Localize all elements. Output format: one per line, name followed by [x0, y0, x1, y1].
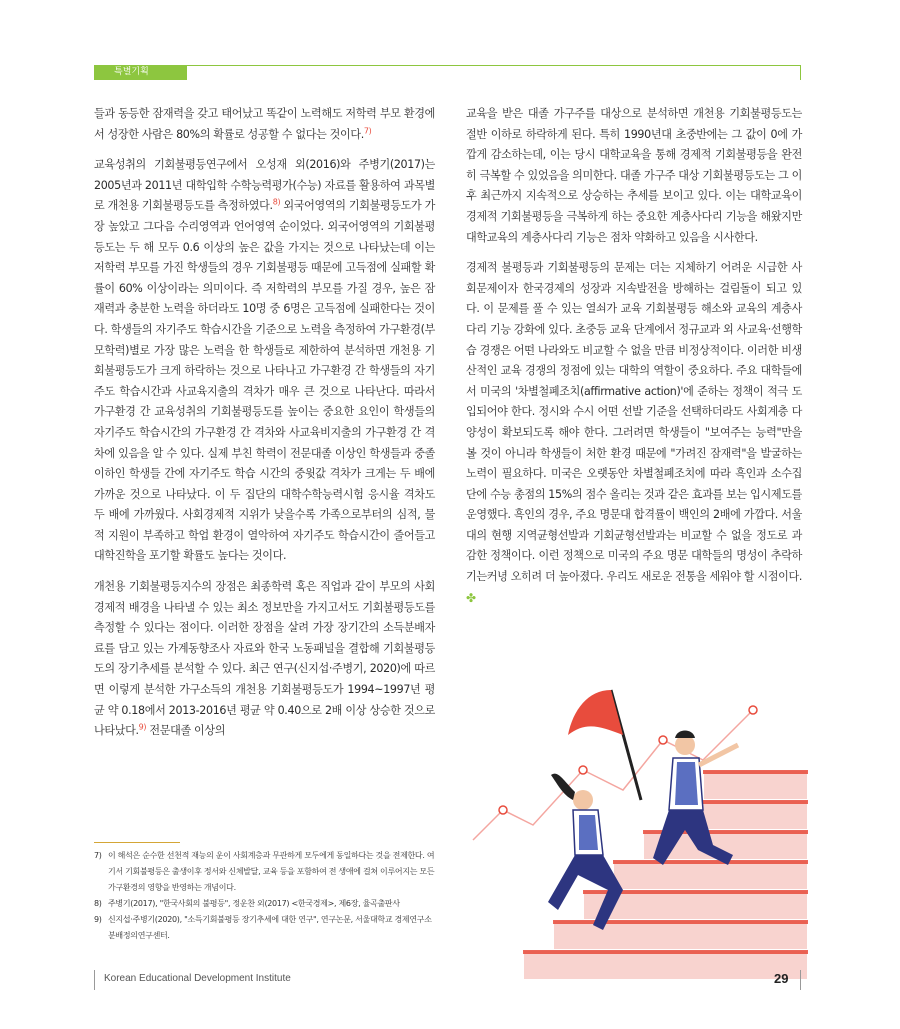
paragraph: 들과 동등한 잠재력을 갖고 태어났고 똑같이 노력해도 저학력 부모 환경에서 성장한 사람은 80%의 확률로 성공할 수 없다는 것이다.$^{7)}$ — [94, 107, 435, 141]
stairs-climbing-flag-illustration — [463, 650, 808, 980]
footnote-rule — [94, 842, 180, 843]
section-label: 특별기획 — [94, 65, 187, 80]
page-number: 29 — [774, 971, 789, 986]
footnote-item: 7) 이 해석은 순수한 선천적 재능의 운이 사회계층과 무관하게 모두에게 동일하다는 것을 전제한다. 여기서 기회불평등은 출생이후 정서와 신체발달, 교육 등을 포함하여 전 생애에 걸쳐 이루어지는 모든 가구환경의 영향을 반영하는 개념이다. — [94, 851, 435, 892]
paragraph: 교육성취의 기회불평등연구에서 오성재 외(2016)와 주병기(2017)는 2005년과 2011년 대학입학 수학능력평가(수능) 자료를 활용하여 과목별로 개천용 기회불평등도를 측정하였다.$^{8)}$ 외국어영역의 기회불평등도가 가장 높았고 그다음 수리영역과 언어영역 순이었다. 외국어영역의 기회불평등도는 두 해 모두 0.6 이상의 높은 값을 가지는 것으로 나타났는데 이는 저학력 부모를 가진 학생들의 경우 기회불평등 때문에 고득점에 실패할 확률이 60% 이상이라는 의미이다. 즉 저학력의 부모를 가질 경우, 높은 잠재력과 충분한 노력을 하더라도 10명 중 6명은 고득점에 실패한다는 것이다. 학생들의 자기주도 학습시간을 기준으로 노력을 측정하여 가구환경(부모학력)별로 가장 많은 노력을 한 학생들로 제한하여 분석하면 개천용 기회불평등도가 크게 하락하는 것으로 나타나고 가구환경 간 학생들의 자기주도 학습시간과 사교육지출의 격차가 매우 큰 것으로 나타난다. 따라서 가구환경 간 교육성취의 기회불평등도를 높이는 중요한 요인이 학생들의 자기주도 학습시간의 가구환경 간 격차와 사교육비지출의 가구환경 간 격차에 있음을 알 수 있다. 실제 부친 학력이 전문대졸 이상인 학생들과 중졸 이하인 학생들 간에 자기주도 학습 시간의 중윗값 격차가 크게는 두 배에 가까운 것으로 나타났다. 이 두 집단의 대학수학능력시험 응시율 격차도 두 배에 가까웠다. 사회경제적 지위가 낮을수록 가족으로부터의 심적, 물적 지원이 부족하고 학업 환경이 열악하여 자기주도 학습시간이 줄어들고 대학진학을 포기할 확률도 높다는 것이다. — [94, 158, 435, 563]
footer-institute: Korean Educational Development Institute — [104, 973, 291, 984]
footnote-ref: 8) — [272, 197, 281, 207]
left-column — [94, 104, 435, 752]
footnotes — [94, 848, 439, 944]
paragraph: 경제적 불평등과 기회불평등의 문제는 더는 지체하기 어려운 시급한 사회문제이자 한국경제의 성장과 지속발전을 방해하는 걸림돌이 되고 있다. 이 문제를 풀 수 있는 열쇠가 교육 기회불평등 해소와 교육의 계층사다리 기능 강화에 있다. 초중등 교육 단계에서 정규교과 외 사교육·선행학습 경쟁은 어떤 나라와도 비교할 수 없을 만큼 비정상적이다. 이러한 비생산적인 교육 경쟁의 정점에 있는 대학의 역할이 중요하다. 주요 대학들에서 미국의 '차별철폐조치(affirmative action)'에 준하는 정책이 적극 도입되어야 한다. 정시와 수시 어떤 선발 기준을 선택하더라도 사회계층 다양성이 확보되도록 해야 한다. 그러려면 학생들이 "보여주는 능력"만을 볼 것이 아니라 학생들이 처한 환경 때문에 "가려진 잠재력"을 발굴하는 노력이 필요하다. 미국은 오랫동안 차별철폐조치에 따라 흑인과 소수집단에 수능 총점의 15%의 점수 올리는 것과 같은 효과를 보는 입시제도를 운영했다. 흑인의 경우, 주요 명문대 합격률이 백인의 2배에 가깝다. 서울대의 현행 지역균형선발과 기회균형선발과는 비교할 수 없을 정도로 과감한 정책이다. 이런 정책으로 미국의 주요 명문 대학들의 명성이 추락하기는커녕 오히려 더 높아졌다. 우리도 새로운 전통을 세워야 할 시점이다. ✤ — [466, 261, 802, 605]
paragraph: 개천용 기회불평등지수의 장점은 최종학력 혹은 직업과 같이 부모의 사회경제적 배경을 나타낼 수 있는 최소 정보만을 가지고서도 기회불평등도를 측정할 수 있다는 점이다. 이러한 장점을 살려 가장 장기간의 소득분배자료를 담고 있는 가계동향조사 자료와 한국 노동패널을 결합해 기회불평등도의 장기추세를 분석할 수 있다. 최근 연구(신지섭·주병기, 2020)에 따르면 이렇게 분석한 가구소득의 개천용 기회불평등도가 1994~1997년 평균 약 0.18에서 2013-2016년 평균 약 0.40으로 2배 이상 상승한 것으로 나타났다.$^{9)}$ 전문대졸 이상의 — [94, 580, 435, 738]
header-rule — [94, 65, 801, 80]
footnote-ref: 7) — [363, 125, 372, 135]
right-column — [466, 104, 802, 619]
footnote-item: 8) 주병기(2017), "한국사회의 불평등", 정운찬 외(2017) <한국경제>, 제6장, 율곡출판사 — [94, 899, 400, 908]
footnote-ref: 9) — [138, 722, 147, 732]
footnote-item: 9) 신지섭·주병기(2020), "소득기회불평등 장기추세에 대한 연구", 연구논문, 서울대학교 경제연구소 분배정의연구센터. — [94, 915, 432, 940]
paragraph: 교육을 받은 대졸 가구주를 대상으로 분석하면 개천용 기회불평등도는 절반 이하로 하락하게 된다. 특히 1990년대 초중반에는 그 값이 0에 가깝게 감소하는데, 이는 당시 대학교육을 통해 경제적 기회불평등을 완전히 극복할 수 있었음을 의미한다. 대졸 가구주 대상 기회불평등도는 그 이후 최근까지 지속적으로 상승하는 추세를 보이고 있다. 이는 대학교육이 경제적 기회불평등을 극복하게 하는 중요한 계층사다리 기능을 해왔지만 대학교육의 계층사다리 기능은 점차 약화하고 있음을 시사한다. — [466, 107, 802, 244]
clover-icon: ✤ — [466, 590, 476, 605]
